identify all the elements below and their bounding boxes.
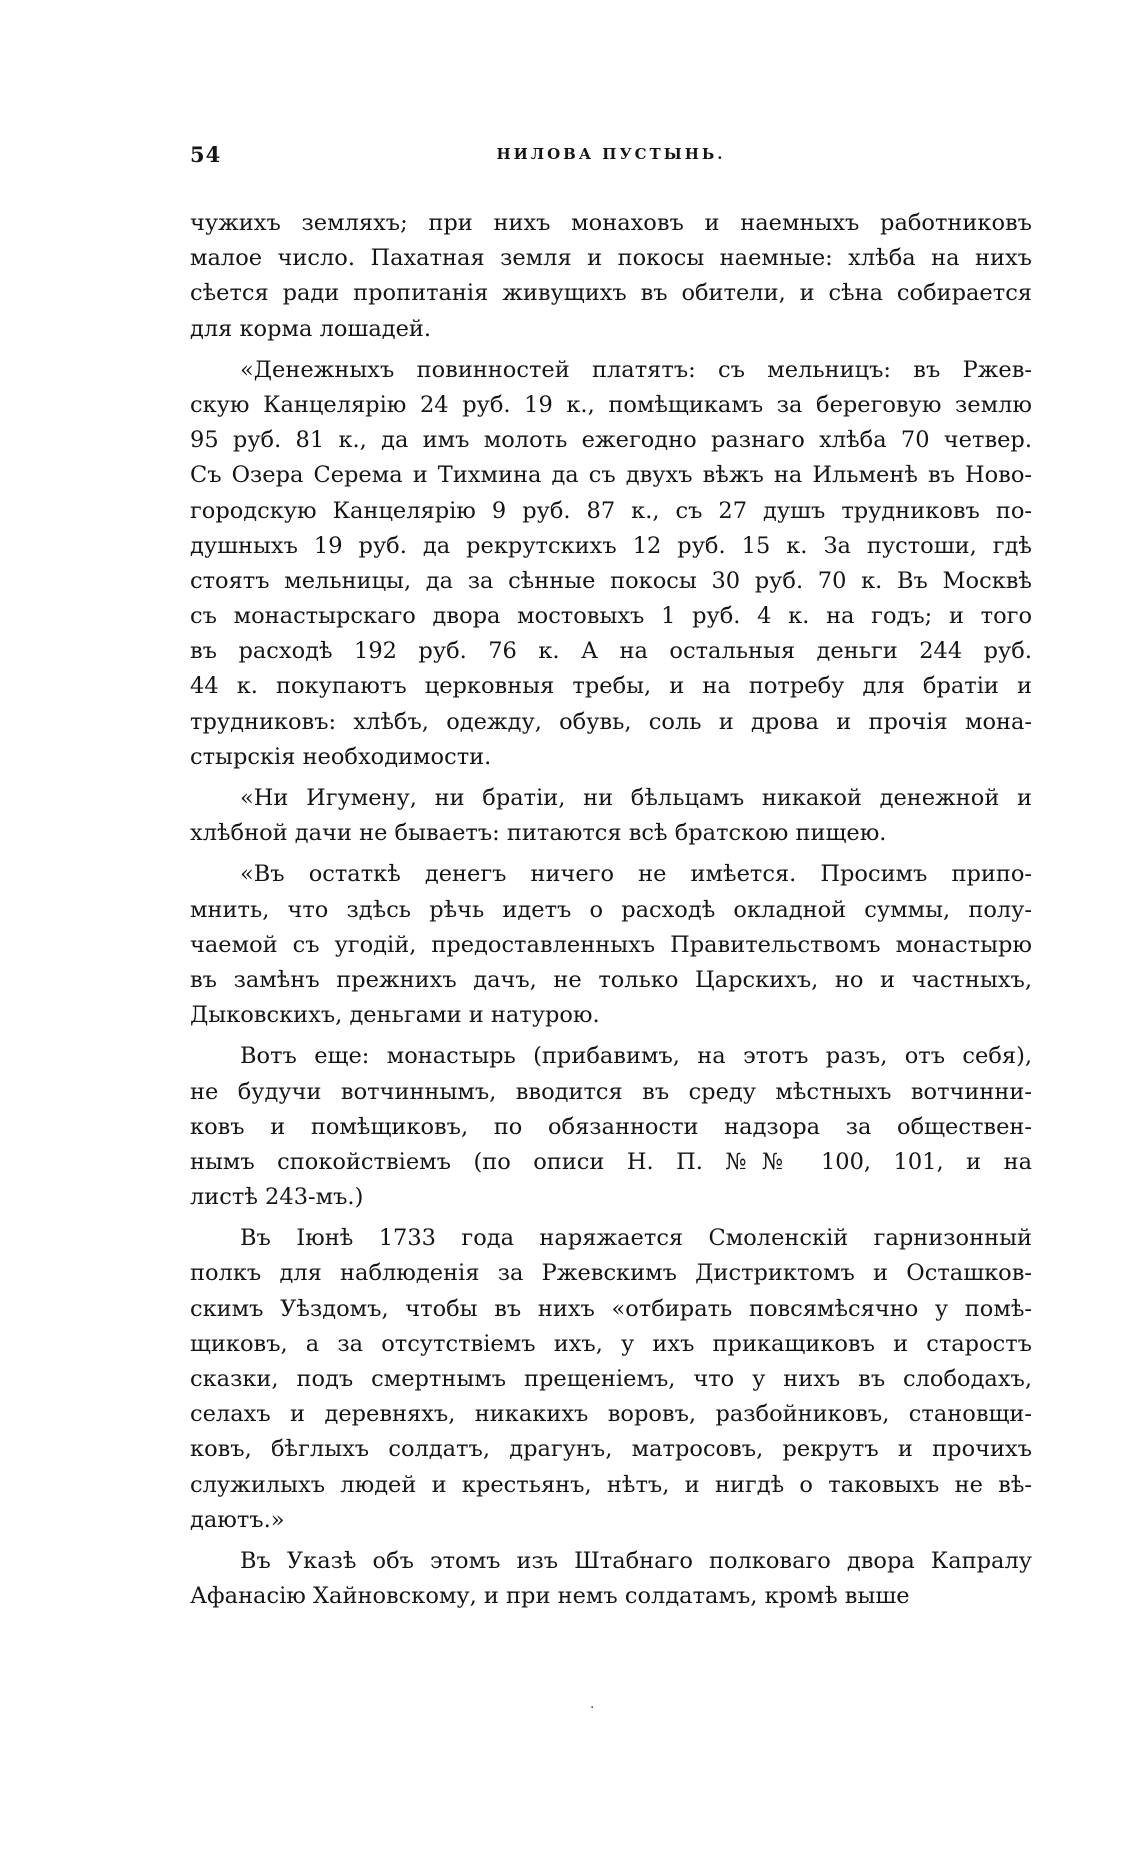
text-line: чужихъ земляхъ; при нихъ монаховъ и наемныхъ работниковъ <box>190 210 1032 236</box>
text-line: хлѣбной дачи не бываетъ: питаются всѣ братскою пищею. <box>190 820 887 847</box>
page-number: 54 <box>190 142 222 167</box>
paragraph <box>190 206 1032 347</box>
text-line: листѣ 243-мъ.) <box>190 1184 364 1211</box>
text-line: стырскія необходимости. <box>190 743 492 770</box>
text-line: не будучи вотчиннымъ, вводится въ среду мѣстныхъ вотчинни- <box>190 1078 1032 1105</box>
text-line: Съ Озера Серема и Тихмина да съ двухъ вѣжъ на Ильменѣ въ Ново- <box>190 462 1032 489</box>
text-line: сказки, подъ смертнымъ прещеніемъ, что у нихъ въ слободахъ, <box>190 1366 1032 1392</box>
text-line: «Денежныхъ повинностей платятъ: съ мельницъ: въ Ржев- <box>240 356 1032 383</box>
text-line: для корма лошадей. <box>190 315 432 342</box>
text-line: въ расходѣ 192 руб. 76 к. А на остальныя деньги 244 руб. <box>190 638 1032 665</box>
text-line: ковъ и помѣщиковъ, по обязанности надзора за обществен- <box>190 1113 1032 1140</box>
text-line: скимъ Уѣздомъ, чтобы въ нихъ «отбирать повсямѣсячно у помѣ- <box>190 1295 1032 1322</box>
text-line: Въ Іюнѣ 1733 года наряжается Смоленскій гарнизонный <box>240 1225 1032 1252</box>
text-line: нымъ спокойствіемъ (по описи Н. П. №№ 100, 101, и на <box>190 1148 1032 1175</box>
text-line: въ замѣнъ прежнихъ дачъ, не только Царскихъ, но и частныхъ, <box>190 966 1032 993</box>
body-text <box>190 206 1032 1620</box>
paragraph <box>190 1544 1032 1614</box>
paragraph <box>190 1221 1032 1538</box>
paragraph <box>190 857 1032 1033</box>
text-line: мнить, что здѣсь рѣчь идетъ о расходѣ окладной суммы, полу- <box>190 896 1032 923</box>
text-line: душныхъ 19 руб. да рекрутскихъ 12 руб. 15 к. За пустоши, гдѣ <box>190 532 1032 559</box>
text-line: служилыхъ людей и крестьянъ, нѣтъ, и нигдѣ о таковыхъ не вѣ- <box>190 1471 1032 1498</box>
printer-mark: · <box>590 1700 595 1716</box>
text-line: «Въ остаткѣ денегъ ничего не имѣется. Просимъ припо- <box>240 861 1032 888</box>
text-line: чаемой съ угодій, предоставленныхъ Правительствомъ монастырю <box>190 931 1032 958</box>
text-line: даютъ.» <box>190 1506 285 1533</box>
text-line: трудниковъ: хлѣбъ, одежду, обувь, соль и дрова и прочія мона- <box>190 708 1032 735</box>
text-line: полкъ для наблюденія за Ржевскимъ Дистриктомъ и Осташков- <box>190 1260 1032 1287</box>
text-line: щиковъ, а за отсутствіемъ ихъ, у ихъ прикащиковъ и старостъ <box>190 1330 1032 1357</box>
text-line: «Ни Игумену, ни братіи, ни бѣльцамъ никакой денежной и <box>240 785 1032 811</box>
text-line: 44 к. покупаютъ церковныя требы, и на потребу для братіи и <box>190 673 1032 700</box>
paragraph <box>190 353 1032 775</box>
running-title: НИЛОВА ПУСТЫНЬ. <box>496 145 726 163</box>
text-line: стоятъ мельницы, да за сѣнные покосы 30 руб. 70 к. Въ Москвѣ <box>190 567 1032 594</box>
text-line: малое число. Пахатная земля и покосы наемные: хлѣба на нихъ <box>190 245 1032 272</box>
text-line: Афанасію Хайновскому, и при немъ солдатамъ, кромѣ выше <box>190 1583 910 1610</box>
text-line: ковъ, бѣглыхъ солдатъ, драгунъ, матросовъ, рекрутъ и прочихъ <box>190 1436 1032 1463</box>
text-line: сѣется ради пропитанія живущихъ въ обители, и сѣна собирается <box>190 280 1032 307</box>
text-line: Вотъ еще: монастырь (прибавимъ, на этотъ разъ, отъ себя), <box>240 1043 1032 1070</box>
page-header <box>190 142 1032 172</box>
text-line: городскую Канцелярію 9 руб. 87 к., съ 27 душъ трудниковъ по- <box>190 497 1032 524</box>
text-line: Въ Указѣ объ этомъ изъ Штабнаго полковаго двора Капралу <box>240 1547 1032 1574</box>
text-line: селахъ и деревняхъ, никакихъ воровъ, разбойниковъ, становщи- <box>190 1401 1032 1428</box>
text-line: съ монастырскаго двора мостовыхъ 1 руб. 4 к. на годъ; и того <box>190 603 1032 630</box>
text-line: 95 руб. 81 к., да имъ молоть ежегодно разнаго хлѣба 70 четвер. <box>190 427 1032 454</box>
text-line: скую Канцелярію 24 руб. 19 к., помѣщикамъ за береговую землю <box>190 391 1032 418</box>
paragraph <box>190 781 1032 851</box>
text-line: Дыковскихъ, деньгами и натурою. <box>190 1002 600 1029</box>
paragraph <box>190 1039 1032 1215</box>
